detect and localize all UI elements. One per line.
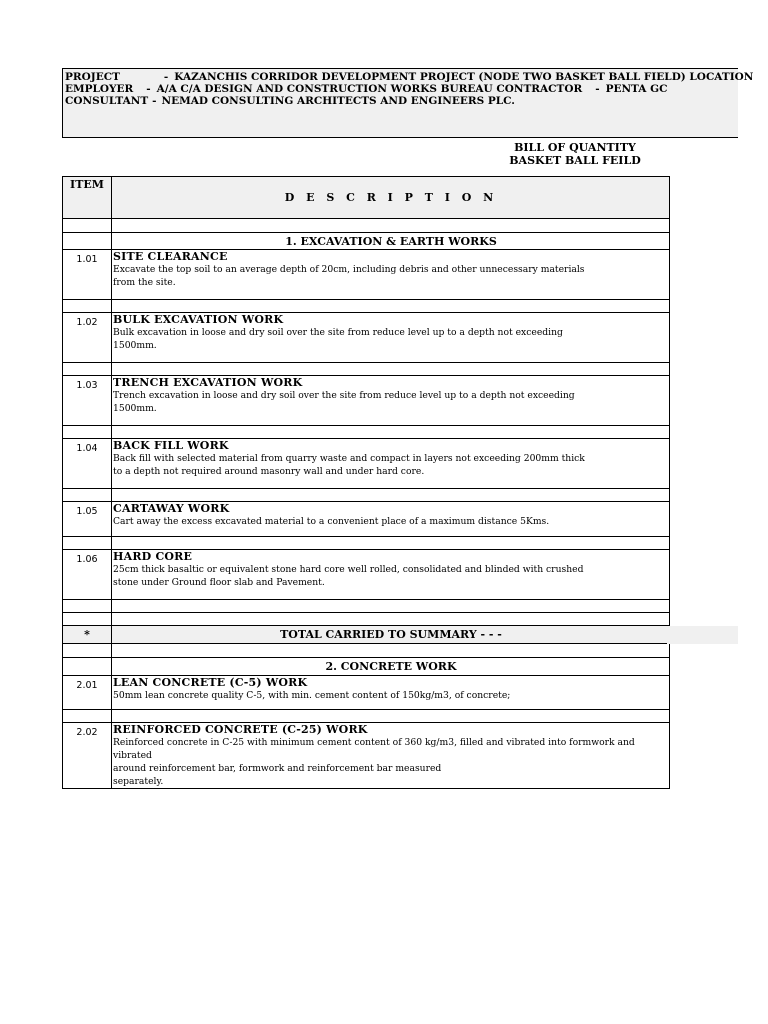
- item-number: 1.03: [76, 380, 98, 391]
- item-description-line: Back fill with selected material from quarry waste and compact in layers not exceeding 200mm thick: [113, 453, 585, 464]
- item-description-line: 1500mm.: [113, 340, 157, 351]
- spacer-row: [63, 710, 670, 723]
- doc-title: BILL OF QUANTITY: [514, 141, 636, 154]
- table-row: [63, 439, 670, 489]
- table-row: [63, 376, 670, 426]
- col-item-header: ITEM: [63, 177, 112, 219]
- item-number: 1.06: [76, 554, 98, 565]
- item-title: HARD CORE: [113, 550, 193, 563]
- spacer-row: [63, 363, 670, 376]
- item-description-line: around reinforcement bar, formwork and reinforcement bar measured: [113, 763, 442, 774]
- item-number: 2.01: [76, 680, 98, 691]
- spacer-row: [63, 489, 670, 502]
- section-title-concrete: 2. CONCRETE WORK: [112, 658, 670, 676]
- project-line: PROJECT - KAZANCHIS CORRIDOR DEVELOPMENT PROJECT (NODE TWO BASKET BALL FIELD) LOCATION: [65, 71, 754, 83]
- project-info-header: [62, 68, 754, 138]
- item-description-line: separately.: [113, 776, 164, 787]
- spacer-row: [63, 600, 670, 613]
- spacer-row: [63, 613, 670, 626]
- section-row: [63, 233, 670, 250]
- item-number: 1.04: [76, 443, 98, 454]
- item-description-line: 25cm thick basaltic or equivalent stone hard core well rolled, consolidated and blinded with crushed: [113, 564, 584, 575]
- spacer-row: [63, 219, 670, 233]
- spacer-row: [63, 426, 670, 439]
- item-title: CARTAWAY WORK: [113, 502, 230, 515]
- contractor-value: PENTA GC: [605, 83, 668, 95]
- item-description-line: Cart away the excess excavated material to a convenient place of a maximum distance 5Kms.: [113, 516, 550, 527]
- spacer-row: [63, 644, 670, 658]
- item-description-line: stone under Ground floor slab and Pavement.: [113, 577, 325, 588]
- table-row: [63, 502, 670, 537]
- project-label: PROJECT: [65, 71, 120, 83]
- item-description-line: Trench excavation in loose and dry soil over the site from reduce level up to a depth not exceeding: [113, 390, 575, 401]
- item-number: 2.02: [76, 727, 98, 738]
- item-title: REINFORCED CONCRETE (C-25) WORK: [113, 723, 368, 736]
- item-description-line: 50mm lean concrete quality C-5, with min. cement content of 150kg/m3, of concrete;: [113, 690, 511, 701]
- item-title: BACK FILL WORK: [113, 439, 229, 452]
- section-title-excavation: 1. EXCAVATION & EARTH WORKS: [112, 233, 670, 250]
- col-description-header: D E S C R I P T I O N: [112, 177, 670, 219]
- table-row: [63, 250, 670, 300]
- total-row: [63, 626, 670, 644]
- table-row: [63, 550, 670, 600]
- header-rule: [62, 137, 667, 138]
- item-description-line: Reinforced concrete in C-25 with minimum cement content of 360 kg/m3, filled and vibrated into formwork and vibrated: [113, 737, 635, 761]
- table-row: [63, 676, 670, 710]
- total-carried-label: TOTAL CARRIED TO SUMMARY - - -: [112, 626, 670, 644]
- item-description-line: from the site.: [113, 277, 176, 288]
- total-marker: *: [63, 626, 112, 644]
- item-number: 1.02: [76, 317, 98, 328]
- item-description-line: Excavate the top soil to an average depth of 20cm, including debris and other unnecessary materials: [113, 264, 585, 275]
- item-title: LEAN CONCRETE (C-5) WORK: [113, 676, 308, 689]
- spacer-row: [63, 537, 670, 550]
- spacer-row: [63, 300, 670, 313]
- project-value: KAZANCHIS CORRIDOR DEVELOPMENT PROJECT (NODE TWO BASKET BALL FIELD) LOCATION: [174, 71, 754, 83]
- consultant-label: CONSULTANT: [65, 95, 149, 107]
- item-description-line: to a depth not required around masonry wall and under hard core.: [113, 466, 425, 477]
- consultant-value: NEMAD CONSULTING ARCHITECTS AND ENGINEERS PLC.: [161, 95, 515, 107]
- employer-line: EMPLOYER - A/A C/A DESIGN AND CONSTRUCTION WORKS BUREAU CONTRACTOR - PENTA GC: [65, 83, 668, 95]
- employer-value: A/A C/A DESIGN AND CONSTRUCTION WORKS BUREAU CONTRACTOR: [156, 83, 583, 95]
- item-title: SITE CLEARANCE: [113, 250, 228, 263]
- section-row: [63, 658, 670, 676]
- doc-subtitle: BASKET BALL FEILD: [509, 154, 641, 167]
- table-header-row: [63, 177, 670, 219]
- employer-label: EMPLOYER: [65, 83, 134, 95]
- item-title: BULK EXCAVATION WORK: [113, 313, 284, 326]
- item-description-line: 1500mm.: [113, 403, 157, 414]
- total-row-extension: [667, 626, 738, 644]
- item-title: TRENCH EXCAVATION WORK: [113, 376, 303, 389]
- item-number: 1.05: [76, 506, 98, 517]
- consultant-line: CONSULTANT - NEMAD CONSULTING ARCHITECTS AND ENGINEERS PLC.: [65, 95, 515, 107]
- item-description-line: Bulk excavation in loose and dry soil over the site from reduce level up to a depth not exceeding: [113, 327, 563, 338]
- table-row: [63, 313, 670, 363]
- table-row: [63, 723, 670, 789]
- boq-table: [62, 176, 670, 789]
- item-number: 1.01: [76, 254, 98, 265]
